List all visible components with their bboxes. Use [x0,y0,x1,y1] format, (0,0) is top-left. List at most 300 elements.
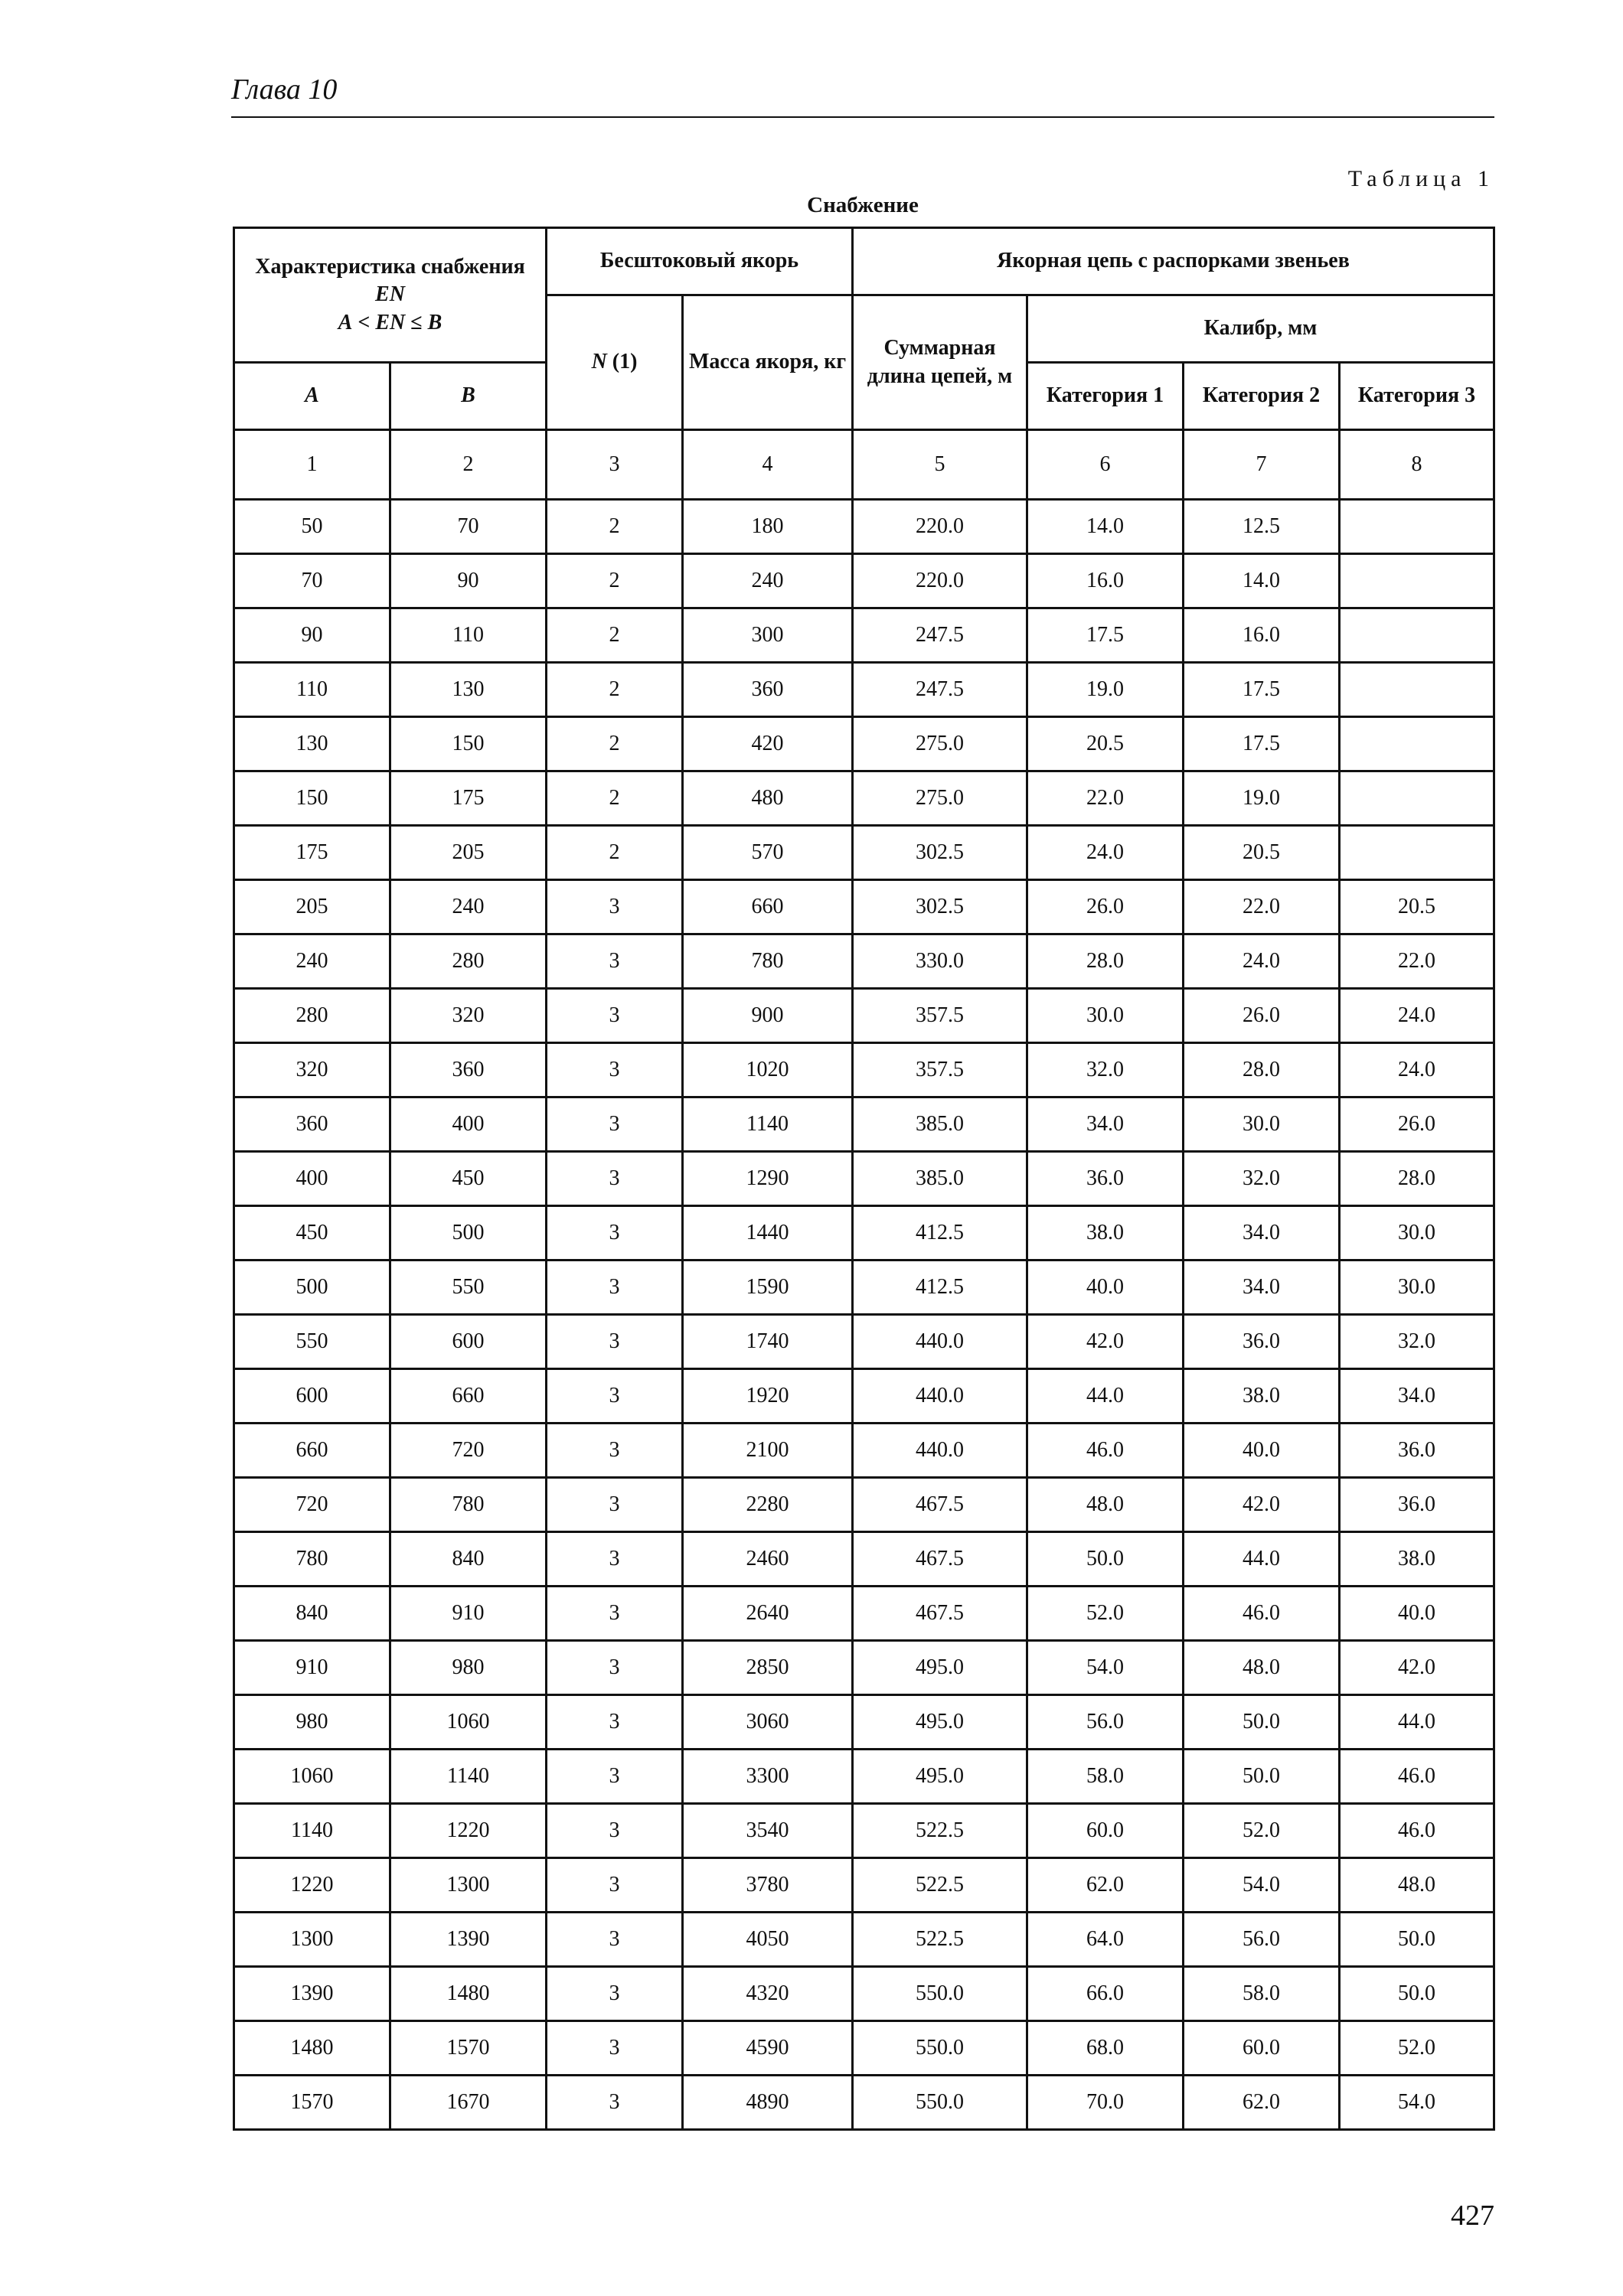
header-col-b: B [390,363,547,430]
table-cell: 2 [547,717,683,771]
page-number: 427 [1451,2200,1494,2232]
table-cell: 38.0 [1027,1206,1184,1261]
table-row [234,1043,1494,1097]
table-row [234,1532,1494,1587]
table-cell: 780 [683,934,853,989]
table-cell: 280 [390,934,547,989]
table-cell: 26.0 [1184,989,1340,1043]
header-stockless-anchor: Бесштоковый якорь [547,228,853,295]
table-cell: 400 [234,1152,390,1206]
header-total-length: Суммарная длина цепей, м [853,295,1027,430]
table-cell [1340,608,1494,663]
table-row [234,608,1494,663]
table-cell: 16.0 [1184,608,1340,663]
table-cell: 420 [683,717,853,771]
table-cell: 46.0 [1340,1750,1494,1804]
table-cell: 3 [547,1424,683,1478]
table-cell: 54.0 [1027,1641,1184,1695]
table-cell: 500 [390,1206,547,1261]
table-row [234,989,1494,1043]
table-cell: 450 [390,1152,547,1206]
table-row [234,934,1494,989]
table-cell: 30.0 [1340,1206,1494,1261]
table-cell: 280 [234,989,390,1043]
table-row [234,1804,1494,1858]
table-cell: 28.0 [1184,1043,1340,1097]
table-cell: 220.0 [853,554,1027,608]
table-cell: 1300 [234,1913,390,1967]
table-row [234,1315,1494,1369]
table-cell: 3 [547,934,683,989]
table-cell: 550 [234,1315,390,1369]
column-number: 7 [1184,430,1340,500]
table-cell: 28.0 [1340,1152,1494,1206]
table-cell: 24.0 [1340,1043,1494,1097]
table-cell: 2 [547,608,683,663]
table-cell: 19.0 [1184,771,1340,826]
table-cell: 320 [234,1043,390,1097]
table-cell: 3 [547,1369,683,1424]
table-cell: 522.5 [853,1858,1027,1913]
table-cell: 3 [547,1804,683,1858]
table-cell: 54.0 [1184,1858,1340,1913]
table-cell: 50.0 [1184,1750,1340,1804]
table-cell: 495.0 [853,1750,1027,1804]
table-cell: 1220 [234,1858,390,1913]
table-cell: 3 [547,1858,683,1913]
table-cell: 70 [390,500,547,554]
table-cell: 175 [234,826,390,880]
table-cell: 1480 [390,1967,547,2021]
table-cell: 275.0 [853,717,1027,771]
table-cell: 52.0 [1184,1804,1340,1858]
table-cell: 26.0 [1340,1097,1494,1152]
table-cell: 3 [547,1043,683,1097]
column-number: 5 [853,430,1027,500]
header-supply-characteristic-en: EN [375,282,405,307]
table-row [234,1478,1494,1532]
table-row [234,1206,1494,1261]
table-cell: 1440 [683,1206,853,1261]
table-cell: 52.0 [1027,1587,1184,1641]
table-cell: 2 [547,826,683,880]
table-cell: 17.5 [1027,608,1184,663]
table-row [234,1152,1494,1206]
table-cell: 62.0 [1027,1858,1184,1913]
table-cell: 330.0 [853,934,1027,989]
table-cell: 205 [234,880,390,934]
table-cell: 240 [390,880,547,934]
header-category-1: Категория 1 [1027,363,1184,430]
table-row [234,771,1494,826]
table-cell: 1020 [683,1043,853,1097]
table-cell: 2850 [683,1641,853,1695]
table-cell: 3 [547,1587,683,1641]
header-col-a: A [234,363,390,430]
table-cell: 2 [547,554,683,608]
table-cell: 60.0 [1027,1804,1184,1858]
table-cell: 50 [234,500,390,554]
table-cell: 220.0 [853,500,1027,554]
table-cell: 1140 [683,1097,853,1152]
table-cell: 1570 [390,2021,547,2076]
table-cell: 240 [683,554,853,608]
table-cell: 24.0 [1184,934,1340,989]
table-cell: 2460 [683,1532,853,1587]
table-cell: 320 [390,989,547,1043]
table-cell: 50.0 [1340,1913,1494,1967]
table-cell: 910 [390,1587,547,1641]
table-cell: 1570 [234,2076,390,2130]
table-row [234,1587,1494,1641]
table-cell: 570 [683,826,853,880]
header-supply-characteristic [234,228,547,363]
table-cell: 130 [390,663,547,717]
table-cell: 42.0 [1027,1315,1184,1369]
table-cell: 385.0 [853,1152,1027,1206]
range-a: A [338,310,353,334]
table-cell: 1920 [683,1369,853,1424]
table-cell: 58.0 [1184,1967,1340,2021]
header-n [547,295,683,430]
table-cell: 980 [390,1641,547,1695]
table-cell: 14.0 [1027,500,1184,554]
table-cell: 36.0 [1184,1315,1340,1369]
table-cell: 550.0 [853,2076,1027,2130]
table-cell: 3 [547,989,683,1043]
table-cell: 3 [547,1261,683,1315]
table-cell: 522.5 [853,1804,1027,1858]
table-cell: 22.0 [1184,880,1340,934]
table-cell: 17.5 [1184,717,1340,771]
table-cell: 20.5 [1027,717,1184,771]
table-cell: 52.0 [1340,2021,1494,2076]
table-cell: 467.5 [853,1587,1027,1641]
table-cell: 440.0 [853,1424,1027,1478]
table-cell: 3 [547,1532,683,1587]
table-cell: 12.5 [1184,500,1340,554]
table-cell: 110 [390,608,547,663]
table-cell: 660 [390,1369,547,1424]
header-caliber: Калибр, мм [1027,295,1494,363]
table-cell: 360 [390,1043,547,1097]
header-category-3: Категория 3 [1340,363,1494,430]
header-supply-characteristic-range [235,309,545,337]
table-cell: 3 [547,1641,683,1695]
table-cell: 3540 [683,1804,853,1858]
table-cell: 3 [547,1097,683,1152]
table-cell: 62.0 [1184,2076,1340,2130]
table-cell: 300 [683,608,853,663]
column-number: 6 [1027,430,1184,500]
table-row [234,2076,1494,2130]
table-cell: 36.0 [1027,1152,1184,1206]
table-cell: 36.0 [1340,1478,1494,1532]
table-cell: 50.0 [1184,1695,1340,1750]
table-cell: 500 [234,1261,390,1315]
supply-table [233,227,1495,2131]
table-cell: 1140 [390,1750,547,1804]
table-cell: 1060 [390,1695,547,1750]
table-row [234,1858,1494,1913]
table-cell: 2640 [683,1587,853,1641]
table-cell: 46.0 [1184,1587,1340,1641]
table-cell: 900 [683,989,853,1043]
table-cell: 3 [547,1315,683,1369]
table-cell: 357.5 [853,1043,1027,1097]
table-cell [1340,826,1494,880]
column-number: 1 [234,430,390,500]
table-cell: 32.0 [1340,1315,1494,1369]
table-cell: 34.0 [1027,1097,1184,1152]
table-cell: 2280 [683,1478,853,1532]
table-cell: 2 [547,663,683,717]
table-cell: 3 [547,880,683,934]
table-cell: 90 [390,554,547,608]
table-cell: 50.0 [1027,1532,1184,1587]
table-cell: 660 [683,880,853,934]
table-cell: 1590 [683,1261,853,1315]
table-row [234,1097,1494,1152]
range-b: B [427,310,442,334]
table-cell: 180 [683,500,853,554]
table-cell [1340,771,1494,826]
range-op-le: ≤ [405,310,428,334]
table-cell: 32.0 [1027,1043,1184,1097]
table-cell: 3 [547,1750,683,1804]
table-cell: 1140 [234,1804,390,1858]
table-cell: 3 [547,1206,683,1261]
table-cell: 19.0 [1027,663,1184,717]
table-cell: 24.0 [1340,989,1494,1043]
header-category-2: Категория 2 [1184,363,1340,430]
table-cell: 3 [547,2076,683,2130]
table-cell: 175 [390,771,547,826]
column-numbering [234,430,1494,500]
table-cell: 205 [390,826,547,880]
table-cell: 50.0 [1340,1967,1494,2021]
column-number: 2 [390,430,547,500]
table-cell: 440.0 [853,1315,1027,1369]
table-cell: 600 [390,1315,547,1369]
table-cell: 4050 [683,1913,853,1967]
range-op-lt: < [352,310,376,334]
table-cell: 2 [547,500,683,554]
table-cell: 56.0 [1027,1695,1184,1750]
table-cell: 3780 [683,1858,853,1913]
table-cell: 150 [390,717,547,771]
table-cell: 20.5 [1184,826,1340,880]
table-cell: 34.0 [1184,1206,1340,1261]
running-head: Глава 10 [231,73,338,106]
table-cell: 400 [390,1097,547,1152]
table-row [234,500,1494,554]
table-cell: 1220 [390,1804,547,1858]
table-cell: 720 [390,1424,547,1478]
table-cell: 110 [234,663,390,717]
table-cell: 58.0 [1027,1750,1184,1804]
table-cell: 16.0 [1027,554,1184,608]
table-cell: 22.0 [1340,934,1494,989]
table-cell: 3 [547,2021,683,2076]
table-cell: 385.0 [853,1097,1027,1152]
table-cell: 3 [547,1967,683,2021]
table-cell: 1300 [390,1858,547,1913]
table-cell: 412.5 [853,1261,1027,1315]
table-cell: 46.0 [1027,1424,1184,1478]
table-cell: 66.0 [1027,1967,1184,2021]
table-cell: 64.0 [1027,1913,1184,1967]
table-cell: 450 [234,1206,390,1261]
table-body [234,500,1494,2130]
table-cell: 980 [234,1695,390,1750]
table-cell: 1290 [683,1152,853,1206]
table-cell: 17.5 [1184,663,1340,717]
header-anchor-mass: Масса якоря, кг [683,295,853,430]
table-cell: 68.0 [1027,2021,1184,2076]
table-cell: 550.0 [853,2021,1027,2076]
table-row [234,1641,1494,1695]
table-row [234,1913,1494,1967]
table-header [234,228,1494,430]
table-row [234,1695,1494,1750]
table-cell: 70.0 [1027,2076,1184,2130]
table-cell [1340,663,1494,717]
table-cell [1340,554,1494,608]
table-cell: 275.0 [853,771,1027,826]
table-cell: 130 [234,717,390,771]
table-row [234,826,1494,880]
table-cell: 360 [234,1097,390,1152]
table-row [234,1369,1494,1424]
table-cell: 302.5 [853,880,1027,934]
table-cell: 26.0 [1027,880,1184,934]
table-row [234,1967,1494,2021]
table-cell: 1390 [390,1913,547,1967]
table-cell: 34.0 [1184,1261,1340,1315]
table-cell: 30.0 [1184,1097,1340,1152]
table-cell: 600 [234,1369,390,1424]
header-n-letter: N [591,350,607,374]
table-cell: 36.0 [1340,1424,1494,1478]
table-cell: 40.0 [1340,1587,1494,1641]
header-rule [231,116,1494,118]
table-cell: 38.0 [1340,1532,1494,1587]
table-cell: 302.5 [853,826,1027,880]
table-cell: 48.0 [1340,1858,1494,1913]
table-cell: 495.0 [853,1695,1027,1750]
table-cell: 247.5 [853,663,1027,717]
table-cell: 1480 [234,2021,390,2076]
column-number: 8 [1340,430,1494,500]
range-en: EN [375,310,406,334]
table-cell: 1740 [683,1315,853,1369]
table-cell: 42.0 [1184,1478,1340,1532]
table-cell: 32.0 [1184,1152,1340,1206]
table-cell: 40.0 [1184,1424,1340,1478]
table-row [234,2021,1494,2076]
column-number-row [234,430,1494,500]
table-cell: 495.0 [853,1641,1027,1695]
table-cell: 150 [234,771,390,826]
column-number: 3 [547,430,683,500]
table-cell: 480 [683,771,853,826]
table-cell: 20.5 [1340,880,1494,934]
table-title: Снабжение [807,193,919,217]
table-cell: 720 [234,1478,390,1532]
table-cell: 360 [683,663,853,717]
table-cell: 48.0 [1027,1478,1184,1532]
table-cell: 14.0 [1184,554,1340,608]
table-cell: 1390 [234,1967,390,2021]
table-cell: 90 [234,608,390,663]
header-n-suffix: (1) [606,350,638,374]
table-cell: 44.0 [1184,1532,1340,1587]
table-cell: 4320 [683,1967,853,2021]
table-cell: 38.0 [1184,1369,1340,1424]
table-cell: 1670 [390,2076,547,2130]
table-cell: 660 [234,1424,390,1478]
table-cell: 3300 [683,1750,853,1804]
table-row [234,663,1494,717]
table-cell: 1060 [234,1750,390,1804]
table-row [234,1424,1494,1478]
table-cell [1340,717,1494,771]
table-cell: 467.5 [853,1478,1027,1532]
table-cell: 780 [390,1478,547,1532]
table-cell: 60.0 [1184,2021,1340,2076]
header-anchor-chain: Якорная цепь с распорками звеньев [853,228,1494,295]
table-cell: 54.0 [1340,2076,1494,2130]
table-row [234,1261,1494,1315]
table-row [234,880,1494,934]
table-cell: 550.0 [853,1967,1027,2021]
table-cell: 70 [234,554,390,608]
header-supply-characteristic-line1: Характеристика снабжения [255,254,525,279]
table-cell: 3 [547,1152,683,1206]
table-number: Таблица 1 [1347,166,1494,191]
table-cell: 522.5 [853,1913,1027,1967]
table-cell: 840 [390,1532,547,1587]
table-row [234,717,1494,771]
table-cell: 56.0 [1184,1913,1340,1967]
table-cell: 46.0 [1340,1804,1494,1858]
table-cell: 44.0 [1340,1695,1494,1750]
table-cell: 3060 [683,1695,853,1750]
table-cell: 780 [234,1532,390,1587]
table-cell: 34.0 [1340,1369,1494,1424]
column-number: 4 [683,430,853,500]
table-cell: 467.5 [853,1532,1027,1587]
table-cell: 3 [547,1695,683,1750]
table-cell: 42.0 [1340,1641,1494,1695]
table-cell: 28.0 [1027,934,1184,989]
table-cell: 412.5 [853,1206,1027,1261]
table-cell: 22.0 [1027,771,1184,826]
table-cell: 40.0 [1027,1261,1184,1315]
table-cell: 2100 [683,1424,853,1478]
table-cell: 30.0 [1027,989,1184,1043]
table-cell: 4590 [683,2021,853,2076]
table-cell: 2 [547,771,683,826]
table-cell: 910 [234,1641,390,1695]
table-cell: 24.0 [1027,826,1184,880]
table-cell: 550 [390,1261,547,1315]
table-row [234,1750,1494,1804]
table-cell: 48.0 [1184,1641,1340,1695]
table-cell: 440.0 [853,1369,1027,1424]
table-cell: 240 [234,934,390,989]
